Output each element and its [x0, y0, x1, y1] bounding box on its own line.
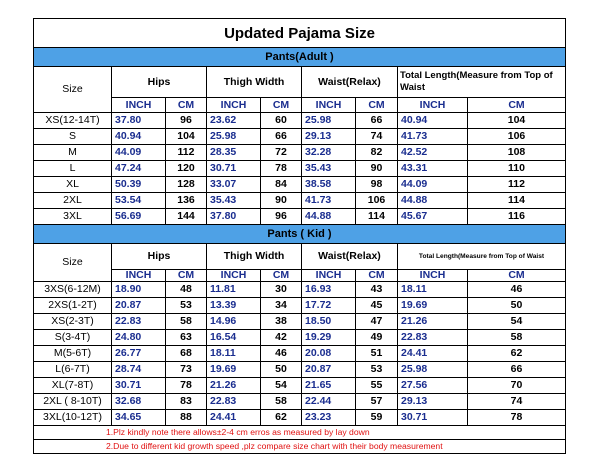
inch-value-cell: 41.73: [302, 193, 356, 209]
inch-value-cell: 18.90: [112, 281, 166, 297]
cm-value-cell: 54: [261, 377, 302, 393]
inch-value-cell: 30.71: [112, 377, 166, 393]
unit-header: CM: [261, 270, 302, 282]
size-cell: 3XL(10-12T): [34, 409, 112, 425]
size-cell: XL: [34, 177, 112, 193]
adult-section-title: Pants(Adult ): [34, 48, 566, 67]
measure-header: Waist(Relax): [302, 67, 398, 98]
inch-value-cell: 44.88: [398, 193, 468, 209]
page-title: Updated Pajama Size: [34, 19, 566, 48]
cm-value-cell: 90: [356, 161, 398, 177]
inch-value-cell: 34.65: [112, 409, 166, 425]
inch-value-cell: 22.83: [112, 313, 166, 329]
inch-value-cell: 14.96: [207, 313, 261, 329]
inch-value-cell: 38.58: [302, 177, 356, 193]
size-cell: 2XS(1-2T): [34, 297, 112, 313]
cm-value-cell: 112: [166, 145, 207, 161]
inch-value-cell: 45.67: [398, 209, 468, 225]
inch-value-cell: 16.54: [207, 329, 261, 345]
inch-value-cell: 37.80: [112, 113, 166, 129]
size-cell: XS(2-3T): [34, 313, 112, 329]
inch-value-cell: 29.13: [302, 129, 356, 145]
inch-value-cell: 29.13: [398, 393, 468, 409]
cm-value-cell: 96: [261, 209, 302, 225]
inch-value-cell: 20.87: [112, 297, 166, 313]
inch-value-cell: 25.98: [398, 361, 468, 377]
table-row: [34, 313, 566, 329]
cm-value-cell: 120: [166, 161, 207, 177]
inch-value-cell: 18.11: [398, 281, 468, 297]
cm-value-cell: 90: [261, 193, 302, 209]
unit-header: INCH: [302, 98, 356, 113]
cm-value-cell: 83: [166, 393, 207, 409]
cm-value-cell: 70: [468, 377, 566, 393]
inch-value-cell: 24.41: [207, 409, 261, 425]
inch-value-cell: 20.87: [302, 361, 356, 377]
table-row: [34, 393, 566, 409]
cm-value-cell: 66: [356, 113, 398, 129]
inch-value-cell: 19.69: [207, 361, 261, 377]
cm-value-cell: 53: [356, 361, 398, 377]
table-row: [34, 145, 566, 161]
inch-value-cell: 26.77: [112, 345, 166, 361]
table-row: [34, 281, 566, 297]
cm-value-cell: 104: [468, 113, 566, 129]
unit-header: INCH: [112, 270, 166, 282]
inch-value-cell: 44.09: [398, 177, 468, 193]
measure-header: Hips: [112, 67, 207, 98]
size-chart-sheet: [33, 18, 565, 454]
table-row: [34, 329, 566, 345]
size-cell: L: [34, 161, 112, 177]
unit-header: INCH: [207, 98, 261, 113]
unit-header: INCH: [398, 270, 468, 282]
inch-value-cell: 32.68: [112, 393, 166, 409]
cm-value-cell: 72: [261, 145, 302, 161]
cm-value-cell: 53: [166, 297, 207, 313]
unit-header: CM: [468, 98, 566, 113]
inch-value-cell: 40.94: [398, 113, 468, 129]
cm-value-cell: 62: [261, 409, 302, 425]
size-cell: S(3-4T): [34, 329, 112, 345]
size-cell: 3XS(6-12M): [34, 281, 112, 297]
table-row: [34, 209, 566, 225]
size-cell: 2XL: [34, 193, 112, 209]
measure-header: Hips: [112, 244, 207, 270]
cm-value-cell: 54: [468, 313, 566, 329]
inch-value-cell: 25.98: [207, 129, 261, 145]
cm-value-cell: 59: [356, 409, 398, 425]
cm-value-cell: 51: [356, 345, 398, 361]
table-row: [34, 129, 566, 145]
cm-value-cell: 58: [261, 393, 302, 409]
inch-value-cell: 30.71: [398, 409, 468, 425]
cm-value-cell: 88: [166, 409, 207, 425]
inch-value-cell: 33.07: [207, 177, 261, 193]
cm-value-cell: 57: [356, 393, 398, 409]
size-column-header: Size: [34, 244, 112, 282]
unit-header: CM: [261, 98, 302, 113]
unit-header: CM: [356, 270, 398, 282]
cm-value-cell: 73: [166, 361, 207, 377]
inch-value-cell: 22.44: [302, 393, 356, 409]
inch-value-cell: 18.50: [302, 313, 356, 329]
cm-value-cell: 112: [468, 177, 566, 193]
inch-value-cell: 21.26: [207, 377, 261, 393]
cm-value-cell: 128: [166, 177, 207, 193]
cm-value-cell: 60: [261, 113, 302, 129]
cm-value-cell: 98: [356, 177, 398, 193]
unit-header: INCH: [302, 270, 356, 282]
inch-value-cell: 17.72: [302, 297, 356, 313]
inch-value-cell: 23.62: [207, 113, 261, 129]
inch-value-cell: 24.80: [112, 329, 166, 345]
inch-value-cell: 22.83: [398, 329, 468, 345]
cm-value-cell: 63: [166, 329, 207, 345]
cm-value-cell: 84: [261, 177, 302, 193]
table-row: [34, 161, 566, 177]
table-row: [34, 409, 566, 425]
cm-value-cell: 106: [356, 193, 398, 209]
inch-value-cell: 27.56: [398, 377, 468, 393]
cm-value-cell: 114: [356, 209, 398, 225]
measure-header: Total Length(Measure from Top of Waist: [398, 67, 566, 98]
unit-header: INCH: [207, 270, 261, 282]
table-row: [34, 193, 566, 209]
table-row: [34, 113, 566, 129]
size-cell: M: [34, 145, 112, 161]
cm-value-cell: 38: [261, 313, 302, 329]
cm-value-cell: 108: [468, 145, 566, 161]
inch-value-cell: 21.26: [398, 313, 468, 329]
table-row: [34, 345, 566, 361]
cm-value-cell: 50: [468, 297, 566, 313]
cm-value-cell: 78: [468, 409, 566, 425]
size-column-header: Size: [34, 67, 112, 113]
cm-value-cell: 58: [166, 313, 207, 329]
inch-value-cell: 53.54: [112, 193, 166, 209]
note-line: 2.Due to different kid growth speed ,plz compare size chart with their body measurement: [34, 439, 566, 453]
inch-value-cell: 30.71: [207, 161, 261, 177]
inch-value-cell: 56.69: [112, 209, 166, 225]
size-cell: XL(7-8T): [34, 377, 112, 393]
cm-value-cell: 46: [261, 345, 302, 361]
inch-value-cell: 44.88: [302, 209, 356, 225]
cm-value-cell: 106: [468, 129, 566, 145]
inch-value-cell: 47.24: [112, 161, 166, 177]
measure-header: Thigh Width: [207, 244, 302, 270]
size-chart-table: [33, 18, 566, 454]
inch-value-cell: 41.73: [398, 129, 468, 145]
cm-value-cell: 55: [356, 377, 398, 393]
unit-header: INCH: [398, 98, 468, 113]
cm-value-cell: 110: [468, 161, 566, 177]
table-row: [34, 297, 566, 313]
cm-value-cell: 74: [356, 129, 398, 145]
cm-value-cell: 47: [356, 313, 398, 329]
measure-header: Total Length(Measure from Top of Waist: [398, 244, 566, 270]
inch-value-cell: 18.11: [207, 345, 261, 361]
cm-value-cell: 78: [166, 377, 207, 393]
inch-value-cell: 25.98: [302, 113, 356, 129]
cm-value-cell: 96: [166, 113, 207, 129]
cm-value-cell: 78: [261, 161, 302, 177]
inch-value-cell: 11.81: [207, 281, 261, 297]
measure-header: Thigh Width: [207, 67, 302, 98]
inch-value-cell: 19.29: [302, 329, 356, 345]
measure-header: Waist(Relax): [302, 244, 398, 270]
cm-value-cell: 68: [166, 345, 207, 361]
unit-header: CM: [468, 270, 566, 282]
table-row: [34, 177, 566, 193]
inch-value-cell: 42.52: [398, 145, 468, 161]
size-cell: 2XL ( 8-10T): [34, 393, 112, 409]
inch-value-cell: 44.09: [112, 145, 166, 161]
cm-value-cell: 62: [468, 345, 566, 361]
cm-value-cell: 66: [261, 129, 302, 145]
cm-value-cell: 30: [261, 281, 302, 297]
inch-value-cell: 35.43: [207, 193, 261, 209]
cm-value-cell: 144: [166, 209, 207, 225]
inch-value-cell: 28.74: [112, 361, 166, 377]
cm-value-cell: 49: [356, 329, 398, 345]
inch-value-cell: 28.35: [207, 145, 261, 161]
inch-value-cell: 20.08: [302, 345, 356, 361]
size-cell: L(6-7T): [34, 361, 112, 377]
size-cell: M(5-6T): [34, 345, 112, 361]
inch-value-cell: 19.69: [398, 297, 468, 313]
cm-value-cell: 74: [468, 393, 566, 409]
inch-value-cell: 24.41: [398, 345, 468, 361]
inch-value-cell: 23.23: [302, 409, 356, 425]
size-cell: 3XL: [34, 209, 112, 225]
inch-value-cell: 16.93: [302, 281, 356, 297]
unit-header: INCH: [112, 98, 166, 113]
inch-value-cell: 50.39: [112, 177, 166, 193]
cm-value-cell: 104: [166, 129, 207, 145]
table-row: [34, 377, 566, 393]
note-line: 1.Plz kindly note there allows±2-4 cm erros as measured by lay down: [34, 425, 566, 439]
cm-value-cell: 42: [261, 329, 302, 345]
size-cell: S: [34, 129, 112, 145]
cm-value-cell: 116: [468, 209, 566, 225]
cm-value-cell: 50: [261, 361, 302, 377]
table-row: [34, 361, 566, 377]
cm-value-cell: 34: [261, 297, 302, 313]
cm-value-cell: 48: [166, 281, 207, 297]
inch-value-cell: 22.83: [207, 393, 261, 409]
unit-header: CM: [166, 270, 207, 282]
inch-value-cell: 21.65: [302, 377, 356, 393]
unit-header: CM: [356, 98, 398, 113]
cm-value-cell: 136: [166, 193, 207, 209]
inch-value-cell: 13.39: [207, 297, 261, 313]
inch-value-cell: 35.43: [302, 161, 356, 177]
inch-value-cell: 37.80: [207, 209, 261, 225]
cm-value-cell: 66: [468, 361, 566, 377]
inch-value-cell: 32.28: [302, 145, 356, 161]
cm-value-cell: 114: [468, 193, 566, 209]
inch-value-cell: 40.94: [112, 129, 166, 145]
size-cell: XS(12-14T): [34, 113, 112, 129]
cm-value-cell: 46: [468, 281, 566, 297]
kid-section-title: Pants ( Kid ): [34, 225, 566, 244]
cm-value-cell: 58: [468, 329, 566, 345]
cm-value-cell: 82: [356, 145, 398, 161]
inch-value-cell: 43.31: [398, 161, 468, 177]
cm-value-cell: 45: [356, 297, 398, 313]
unit-header: CM: [166, 98, 207, 113]
cm-value-cell: 43: [356, 281, 398, 297]
